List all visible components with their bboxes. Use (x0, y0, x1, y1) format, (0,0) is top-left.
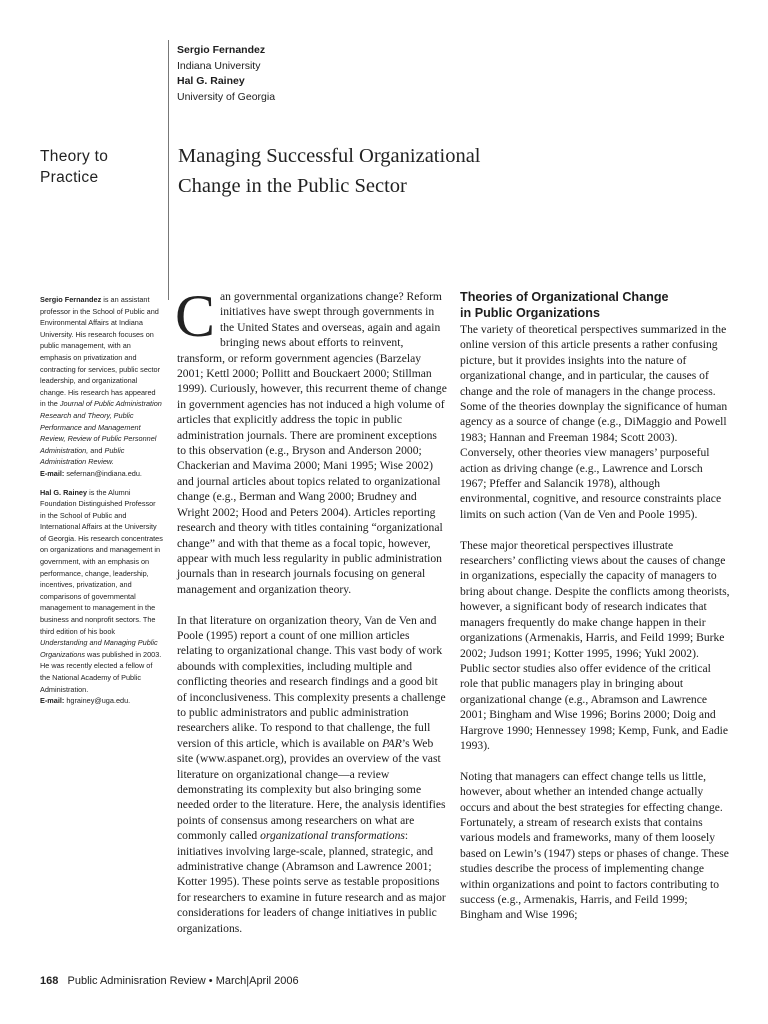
bio-journals: Journal of Public Administration Research and Theory, Public Performance and Management Review, Review of Public Personnel Administration, (40, 399, 162, 455)
bio-rainey (40, 487, 163, 707)
body-column-left (175, 283, 447, 936)
paragraph-text: an governmental organizations change? Reform initiatives have swept through governments in the United States and overseas, again and again bringing news about efforts to reinvent, transform, or reform government agencies (Barzelay 2001; Kettl 2000; Pollitt and Bouckaert 2000; Stillman 1999). Curiously, however, this recurrent theme of change in government agencies has not induced a high volume of articles that explicitly address the topic in public administration journals. There are prominent exceptions to this observation (e.g., Bryson and Anderson 2000; Chackerian and Mavima 2000; Mani 1995; Wise 2002) and journal articles about topics related to organizational change (e.g., Berman and Wang 2000; Brudney and Wright 2002; Hood and Peters 2004). Articles reporting research and theory with titles containing “organizational change” and with that theme as a focal topic, however, appear with much less regularity in public administration journals than in research journals focusing on general management and organization theory. (177, 290, 447, 596)
page-number: 168 (40, 975, 59, 987)
heading-line: Theories of Organizational Change (460, 290, 669, 304)
heading-line: in Public Organizations (460, 306, 600, 320)
bio-fernandez (40, 294, 163, 480)
author-block (177, 43, 477, 105)
author-affiliation: University of Georgia (177, 90, 276, 103)
body-column-right (460, 289, 730, 923)
bio-text: was published in 2003. He was recently elected a fellow of the National Academy of Public Administration. (40, 649, 162, 694)
bio-text: is an assistant professor in the School of Public and Environmental Affairs at Indiana University. His research focuses on public management, with an emphasis on privatization and contracting for services, public sector leadership, and organizational change. His research has appeared in the (40, 295, 161, 409)
email-label: E-mail: (40, 468, 65, 478)
paragraph: Noting that managers can effect change tells us little, however, about whether an intended change actually occurs and about the best strategies for effecting change. Fortunately, a stream of research exists that contains various models and frameworks, many of them loosely based on Lewin’s (1947) steps or phases of change. These studies describe the process of implementing change within organizations and point to factors contributing to success (e.g., Armenakis, Harris, and Feild 1999; Bingham and Wise 1996; (460, 769, 729, 922)
bio-text: and (88, 445, 105, 455)
footer-bullet: • (208, 975, 213, 987)
section-heading (460, 289, 730, 321)
title-line: Managing Successful Organizational (178, 145, 481, 167)
page-footer (40, 974, 540, 988)
author-bios (40, 294, 163, 714)
paragraph-text: : initiatives involving large-scale, planned, strategic, and administrative change (Abramson and Lawrence 2001; Kotter 1995). These points serve as testable propositions for researchers to examine in future research and as major considerations for leaders of change initiatives in public organizations. (177, 829, 446, 935)
bio-journal: Public Administration Review. (40, 445, 125, 467)
section-label (40, 146, 160, 188)
bio-name: Sergio Fernandez (40, 295, 102, 304)
paragraph-text: In that literature on organization theory, Van de Ven and Poole (1995) report a count of one million articles relating to organizational change. This vast body of work abounds with complexities, including multiple and conflicting theories and research findings and a good bit of inconclusiveness. This complexity presents a challenge to public administrators and public administration researchers alike. To respond to that challenge, the full version of this article, which is available on (177, 613, 446, 750)
paragraph-text: ’s Web site (www.aspanet.org), provides an overview of the vast literature on organizational change—a review demonstrating its complexity but also bringing some needed order to the literature. Here, the analysis identifies points of consensus among researchers on what are commonly called (177, 736, 446, 843)
paragraph (175, 283, 447, 597)
paragraph: These major theoretical perspectives illustrate researchers’ conflicting views about the causes of change in organizations, especially the capacity of managers to bring about change. Despite the conflicts among theorists, however, a significant body of research indicates that managers frequently do make change happen in their organizations (Armenakis, Harris, and Feild 1999; Burke 2002; Judson 1991; Kotter 1995, 1996; Yukl 2002). Public sector studies also offer evidence of the critical role that public managers play in bringing about organizational change (e.g., Abramson and Lawrence 2001; Bingham and Wise 1996; Borins 2000; Doig and Hargrove 1990; Hennessey 1998; Kemp, Funk, and Eadie 1993). (460, 538, 730, 752)
email-link[interactable]: sefernan@indiana.edu. (64, 468, 142, 478)
author-affiliation: Indiana University (177, 59, 261, 72)
drop-cap: C (175, 283, 216, 349)
email-link[interactable]: hgrainey@uga.edu. (64, 696, 131, 706)
section-label-line: Practice (40, 169, 99, 186)
journal-name: Public Adminisration Review (67, 975, 206, 987)
italic-term: organizational transformations (260, 829, 405, 843)
email-label: E-mail: (40, 696, 65, 706)
issue-date: March|April 2006 (215, 975, 299, 987)
section-label-line: Theory to (40, 148, 109, 165)
article-title (178, 141, 638, 201)
title-line: Change in the Public Sector (178, 175, 407, 197)
author-name: Hal G. Rainey (177, 75, 245, 87)
journal-abbrev: PAR (382, 736, 402, 750)
paragraph: The variety of theoretical perspectives summarized in the online version of this article presents a rather confusing picture, but it provides insights into the nature of organizational change, and in particular, the causes of change and the role of managers in the change process. Some of the theories downplay the significance of human agency as a source of change (e.g., DiMaggio and Powell 1983; Hannan and Freeman 1984; Scott 2003). Conversely, other theories view managers’ purposeful action as driving change (e.g., Lawrence and Lorsch 1967; Pfeffer and Salancik 1978), although environmental, cognitive, and resource constraints place limits on such action (Van de Ven and Poole 1995). (460, 323, 728, 521)
bio-text: is the Alumni Foundation Distinguished Professor in the School of Public and International Affairs at the University of Georgia. His research concentrates on organizations and management in government, with an emphasis on performance, change, leadership, incentives, privatization, and comparisons of governmental management to management in the business and nonprofit sectors. The third edition of his book (40, 487, 163, 636)
bio-name: Hal G. Rainey (40, 487, 88, 497)
paragraph (177, 613, 447, 937)
author-name: Sergio Fernandez (177, 44, 266, 56)
bio-book: Understanding and Managing Public Organizations (40, 638, 158, 659)
vertical-divider (168, 40, 169, 300)
